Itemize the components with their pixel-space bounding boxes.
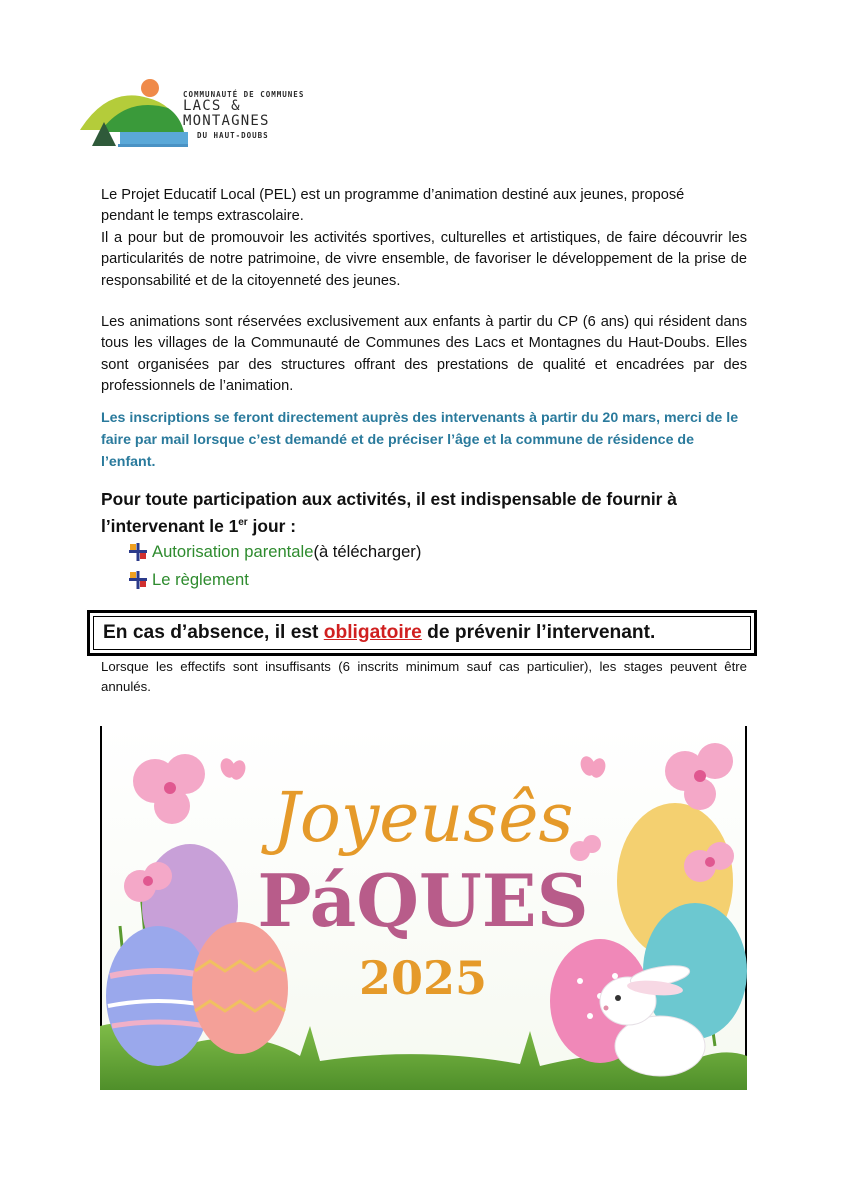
requirement-heading bbox=[101, 487, 761, 538]
logo-community-label: COMMUNAUTÉ DE COMMUNES bbox=[183, 90, 305, 99]
requirement-sup: er bbox=[238, 517, 248, 528]
intro-paragraph bbox=[101, 185, 747, 292]
banner-year: 2025 bbox=[358, 951, 488, 1005]
cancellation-note: Lorsque les effectifs sont insuffisants (6 inscrits minimum sauf cas particulier), les stages peuvent être annulés. bbox=[101, 659, 747, 694]
logo bbox=[78, 74, 328, 154]
absence-notice-box bbox=[87, 610, 757, 656]
logo-haut-doubs: DU HAUT-DOUBS bbox=[197, 131, 269, 140]
cross-bullet-icon bbox=[127, 541, 149, 563]
absence-emphasis: obligatoire bbox=[323, 622, 422, 643]
download-note: (à télécharger) bbox=[313, 542, 422, 561]
registration-notice: Les inscriptions se feront directement auprès des intervenants à partir du 20 mars, merci de le faire par mail lorsque c’est demandé et de préciser l’âge et la commune de résidence de l’enfant. bbox=[101, 410, 739, 470]
easter-banner bbox=[100, 726, 747, 1090]
eligibility-paragraph: Les animations sont réservées exclusivement aux enfants à partir du CP (6 ans) qui résident dans tous les villages de la Communauté de Communes des Lacs et Montagnes du Haut-Doubs. Elles sont organisées par des structures offrant des prestations de qualité et encadrées par des professionnels de l’animation. bbox=[101, 314, 747, 395]
easter-illustration bbox=[100, 726, 747, 1090]
cross-bullet-icon bbox=[127, 569, 149, 591]
requirement-tail: jour : bbox=[247, 515, 297, 536]
list-item bbox=[127, 566, 421, 594]
absence-before: En cas d’absence, il est bbox=[103, 622, 324, 643]
logo-lacs: LACS & bbox=[183, 98, 241, 114]
requirement-list bbox=[127, 538, 421, 594]
logo-landscape-icon bbox=[78, 74, 188, 154]
list-item bbox=[127, 538, 421, 566]
purpose-text: Il a pour but de promouvoir les activités sportives, culturelles et artistiques, de faire découvrir les particularités de notre patrimoine, de vivre ensemble, de favoriser le développement de la prise de responsabilité et de la citoyenneté des jeunes. bbox=[101, 229, 747, 289]
requirement-lead: Pour toute participation aux activités, il est indispensable de fournir à l’intervenant le 1 bbox=[101, 489, 677, 536]
intro-line: Le Projet Educatif Local (PEL) est un programme d’animation destiné aux jeunes, proposé pendant le temps extrascolaire. bbox=[101, 187, 685, 225]
absence-after: de prévenir l’intervenant. bbox=[421, 622, 656, 643]
banner-line1: Joyeusês bbox=[272, 779, 574, 858]
regulation-link[interactable]: Le règlement bbox=[152, 570, 249, 589]
banner-line2: PáQUES bbox=[257, 858, 589, 943]
absence-notice bbox=[103, 622, 655, 644]
logo-montagnes: MONTAGNES bbox=[183, 113, 270, 129]
parental-authorization-link[interactable]: Autorisation parentale bbox=[152, 542, 314, 561]
